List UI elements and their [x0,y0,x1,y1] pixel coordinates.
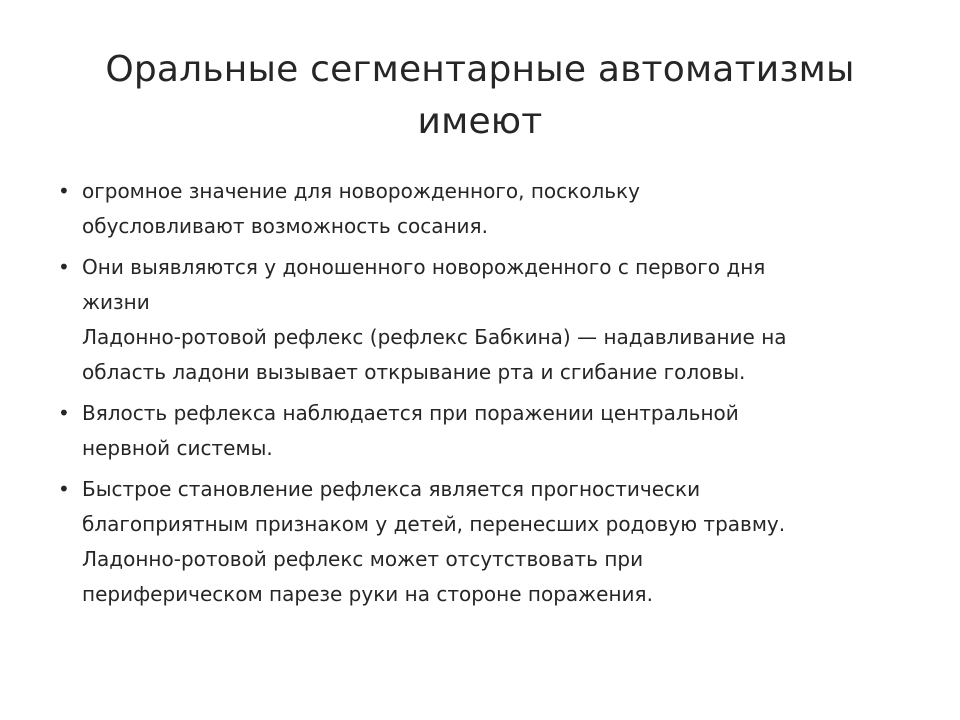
bullet-marker: • [58,401,70,425]
slide-title [60,44,900,148]
bullet-item [56,250,916,390]
bullet-marker: • [58,477,70,501]
bullet-list [56,174,916,618]
bullet-item [56,174,916,244]
bullet-text-line: область ладони вызывает открывание рта и сгибание головы. [82,360,746,384]
bullet-text-line: жизни [82,290,150,314]
bullet-marker: • [58,255,70,279]
bullet-text-line: Быстрое становление рефлекса является прогностически [82,477,701,501]
bullet-text-line: огромное значение для новорожденного, поскольку [82,179,640,203]
title-line: Оральные сегментарные автоматизмы [105,49,855,90]
bullet-text-line: Ладонно-ротовой рефлекс может отсутствовать при [82,547,644,571]
bullet-text-line: Вялость рефлекса наблюдается при поражении центральной [82,401,739,425]
bullet-text-line: периферическом парезе руки на стороне поражения. [82,582,653,606]
bullet-item [56,396,916,466]
title-line: имеют [417,101,543,142]
bullet-text-line: благоприятным признаком у детей, перенесших родовую травму. [82,512,786,536]
bullet-marker: • [58,179,70,203]
bullet-text-line: нервной системы. [82,436,273,460]
bullet-text-line: обусловливают возможность сосания. [82,214,488,238]
bullet-text-line: Ладонно-ротовой рефлекс (рефлекс Бабкина) — надавливание на [82,325,787,349]
bullet-item [56,472,916,612]
bullet-text-line: Они выявляются у доношенного новорожденного с первого дня [82,255,766,279]
